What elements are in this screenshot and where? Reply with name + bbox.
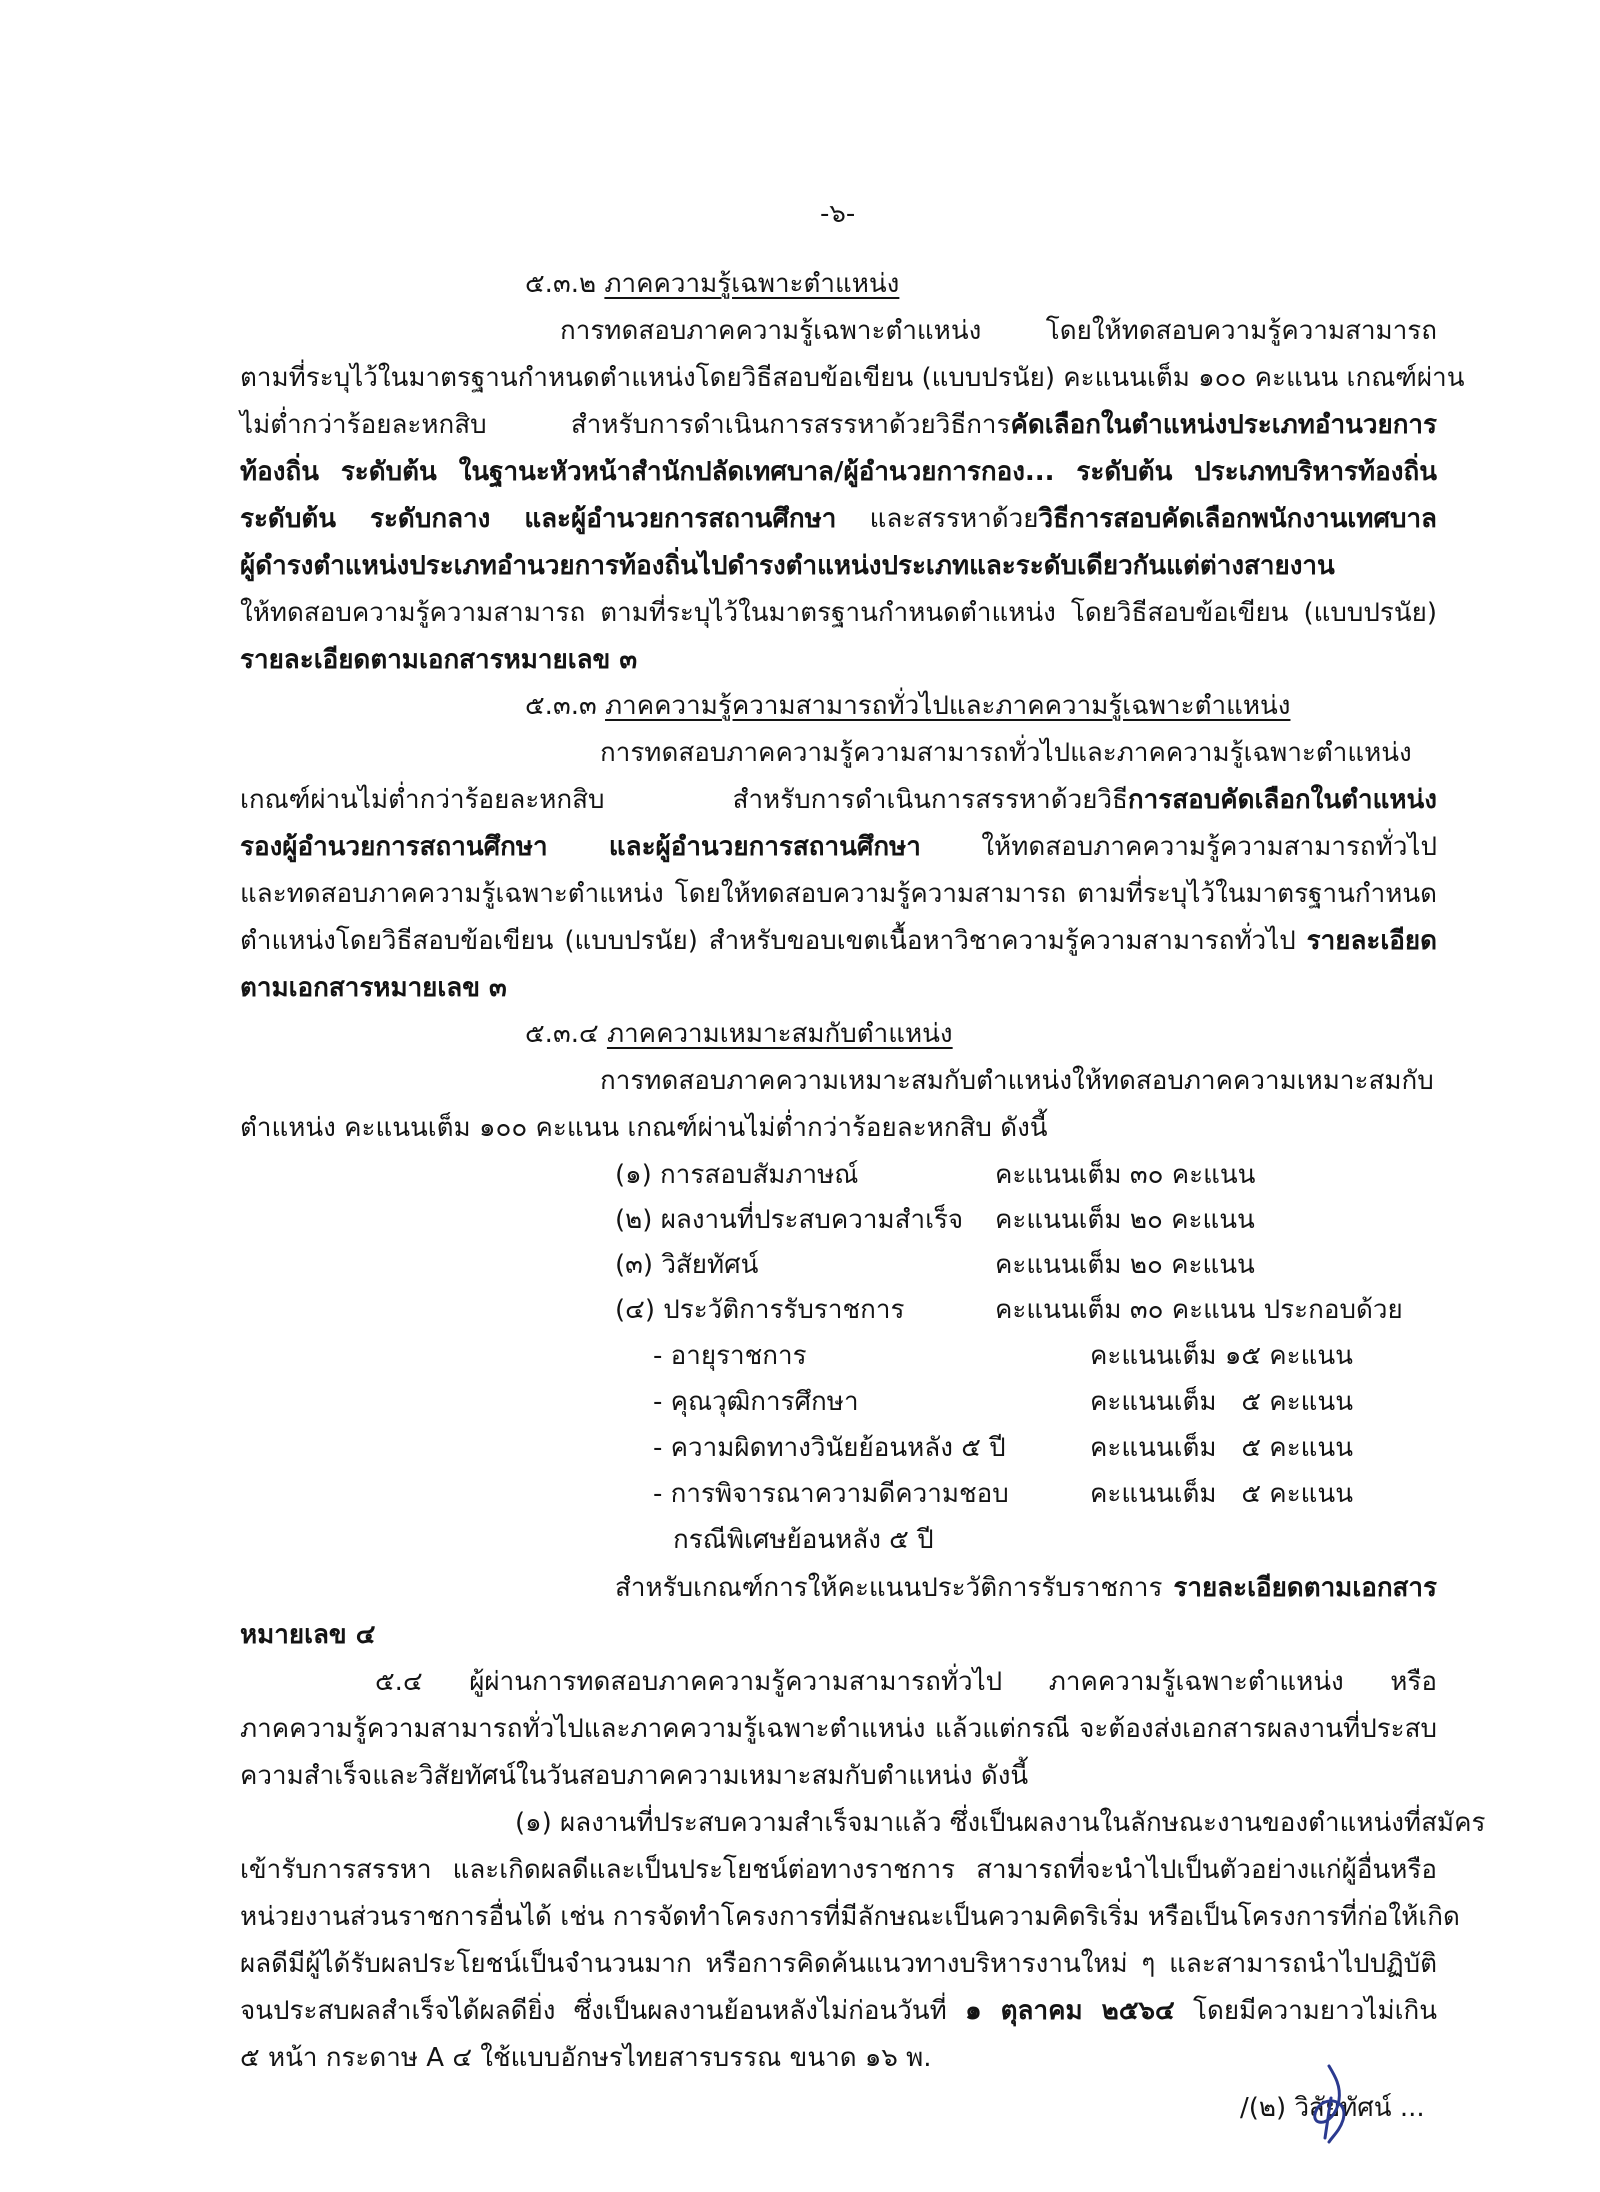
paragraph-line: ตามที่ระบุไว้ในมาตรฐานกำหนดตำแหน่งโดยวิธีสอบข้อเขียน (แบบปรนัย) คะแนนเต็ม ๑๐๐ คะแนน เกณฑ์ผ่าน [240, 363, 1465, 393]
section-5-3-2-heading [525, 266, 899, 302]
paragraph-line: การทดสอบภาคความเหมาะสมกับตำแหน่งให้ทดสอบภาคความเหมาะสมกับ [600, 1066, 1434, 1096]
paragraph-line: ระดับต้น ระดับกลาง และผู้อำนวยการสถานศึกษา และสรรหาด้วยวิธีการสอบคัดเลือกพนักงานเทศบาล [240, 504, 1437, 534]
heading-number: ๕.๓.๔ [525, 1019, 599, 1049]
paragraph-line: ให้ทดสอบความรู้ความสามารถ ตามที่ระบุไว้ในมาตรฐานกำหนดตำแหน่ง โดยวิธีสอบข้อเขียน (แบบปรนัย) [240, 598, 1437, 628]
paragraph-line: หมายเลข ๔ [240, 1620, 376, 1650]
paragraph-line: การทดสอบภาคความรู้ความสามารถทั่วไปและภาคความรู้เฉพาะตำแหน่ง [600, 738, 1412, 768]
score-subitem-label: - ความผิดทางวินัยย้อนหลัง ๕ ปี [653, 1433, 1006, 1463]
score-subitem-value: คะแนนเต็ม ๕ คะแนน [1090, 1387, 1353, 1417]
score-subitem-label: - คุณวุฒิการศึกษา [653, 1387, 859, 1417]
score-item-value: คะแนนเต็ม ๒๐ คะแนน [995, 1205, 1255, 1235]
paragraph-line: ไม่ต่ำกว่าร้อยละหกสิบ สำหรับการดำเนินการสรรหาด้วยวิธีการคัดเลือกในตำแหน่งประเภทอำนวยการ [240, 410, 1437, 440]
paragraph-line: ผลดีมีผู้ได้รับผลประโยชน์เป็นจำนวนมาก หรือการคิดค้นแนวทางบริหารงานใหม่ ๆ และสามารถนำไปปฏิบัติ [240, 1949, 1437, 1979]
paragraph-line: รายละเอียดตามเอกสารหมายเลข ๓ [240, 645, 638, 675]
paragraph-line: การทดสอบภาคความรู้เฉพาะตำแหน่ง โดยให้ทดสอบความรู้ความสามารถ [560, 316, 1437, 346]
section-5-3-4-heading [525, 1016, 953, 1052]
continuation-marker: /(๒) วิสัยทัศน์ ... [1240, 2093, 1425, 2123]
paragraph-line: ๕.๔ ผู้ผ่านการทดสอบภาคความรู้ความสามารถทั่วไป ภาคความรู้เฉพาะตำแหน่ง หรือ [375, 1667, 1437, 1697]
paragraph-line: ตำแหน่ง คะแนนเต็ม ๑๐๐ คะแนน เกณฑ์ผ่านไม่ต่ำกว่าร้อยละหกสิบ ดังนี้ [240, 1113, 1048, 1143]
heading-text: ภาคความเหมาะสมกับตำแหน่ง [606, 1019, 953, 1049]
page-number: -๖- [820, 199, 856, 229]
score-subitem-label: - การพิจารณาความดีความชอบ [653, 1479, 1009, 1509]
score-item-value: คะแนนเต็ม ๓๐ คะแนน ประกอบด้วย [995, 1295, 1403, 1325]
score-subitem-continuation: กรณีพิเศษย้อนหลัง ๕ ปี [673, 1525, 934, 1555]
paragraph-line: เกณฑ์ผ่านไม่ต่ำกว่าร้อยละหกสิบ สำหรับการดำเนินการสรรหาด้วยวิธีการสอบคัดเลือกในตำแหน่ง [240, 785, 1437, 815]
score-item-value: คะแนนเต็ม ๒๐ คะแนน [995, 1250, 1255, 1280]
paragraph-line: รองผู้อำนวยการสถานศึกษา และผู้อำนวยการสถานศึกษา ให้ทดสอบภาคความรู้ความสามารถทั่วไป [240, 832, 1437, 862]
heading-number: ๕.๓.๒ [525, 269, 597, 299]
score-subitem-value: คะแนนเต็ม ๑๕ คะแนน [1090, 1341, 1353, 1371]
paragraph-line: จนประสบผลสำเร็จได้ผลดียิ่ง ซึ่งเป็นผลงานย้อนหลังไม่ก่อนวันที่ ๑ ตุลาคม ๒๕๖๔ โดยมีความยาวไม่เกิน [240, 1996, 1437, 2026]
heading-text: ภาคความรู้ความสามารถทั่วไปและภาคความรู้เฉพาะตำแหน่ง [605, 691, 1291, 721]
paragraph-line: สำหรับเกณฑ์การให้คะแนนประวัติการรับราชการ รายละเอียดตามเอกสาร [615, 1573, 1437, 1603]
score-subitem-value: คะแนนเต็ม ๕ คะแนน [1090, 1479, 1353, 1509]
score-item-label: (๔) ประวัติการรับราชการ [615, 1295, 905, 1325]
paragraph-line: ตามเอกสารหมายเลข ๓ [240, 973, 507, 1003]
paragraph-line: ความสำเร็จและวิสัยทัศน์ในวันสอบภาคความเหมาะสมกับตำแหน่ง ดังนี้ [240, 1761, 1029, 1791]
score-item-value: คะแนนเต็ม ๓๐ คะแนน [995, 1160, 1256, 1190]
paragraph-line: และทดสอบภาคความรู้เฉพาะตำแหน่ง โดยให้ทดสอบความรู้ความสามารถ ตามที่ระบุไว้ในมาตรฐานกำหนด [240, 879, 1437, 909]
score-item-label: (๑) การสอบสัมภาษณ์ [615, 1160, 859, 1190]
heading-text: ภาคความรู้เฉพาะตำแหน่ง [604, 269, 900, 299]
heading-number: ๕.๓.๓ [525, 691, 597, 721]
score-subitem-value: คะแนนเต็ม ๕ คะแนน [1090, 1433, 1353, 1463]
paragraph-line: ท้องถิ่น ระดับต้น ในฐานะหัวหน้าสำนักปลัดเทศบาล/ผู้อำนวยการกอง... ระดับต้น ประเภทบริหารท้องถิ่น [240, 457, 1437, 487]
paragraph-line: ผู้ดำรงตำแหน่งประเภทอำนวยการท้องถิ่นไปดำรงตำแหน่งประเภทและระดับเดียวกันแต่ต่างสายงาน [240, 551, 1335, 581]
paragraph-line: ตำแหน่งโดยวิธีสอบข้อเขียน (แบบปรนัย) สำหรับขอบเขตเนื้อหาวิชาความรู้ความสามารถทั่วไป รายละเอียด [240, 926, 1437, 956]
score-item-label: (๒) ผลงานที่ประสบความสำเร็จ [615, 1205, 964, 1235]
score-item-label: (๓) วิสัยทัศน์ [615, 1250, 759, 1280]
paragraph-line: (๑) ผลงานที่ประสบความสำเร็จมาแล้ว ซึ่งเป็นผลงานในลักษณะงานของตำแหน่งที่สมัคร [515, 1808, 1486, 1838]
score-subitem-label: - อายุราชการ [653, 1341, 807, 1371]
handwritten-initial-signature [1295, 2036, 1365, 2156]
paragraph-line: ๕ หน้า กระดาษ A ๔ ใช้แบบอักษรไทยสารบรรณ ขนาด ๑๖ พ. [240, 2043, 932, 2073]
paragraph-line: เข้ารับการสรรหา และเกิดผลดีและเป็นประโยชน์ต่อทางราชการ สามารถที่จะนำไปเป็นตัวอย่างแก่ผู้อื่นหรือ [240, 1855, 1437, 1885]
paragraph-line: หน่วยงานส่วนราชการอื่นได้ เช่น การจัดทำโครงการที่มีลักษณะเป็นความคิดริเริ่ม หรือเป็นโครงการที่ก่อให้เกิด [240, 1902, 1460, 1932]
paragraph-line: ภาคความรู้ความสามารถทั่วไปและภาคความรู้เฉพาะตำแหน่ง แล้วแต่กรณี จะต้องส่งเอกสารผลงานที่ประสบ [240, 1714, 1437, 1744]
section-5-3-3-heading [525, 688, 1290, 724]
